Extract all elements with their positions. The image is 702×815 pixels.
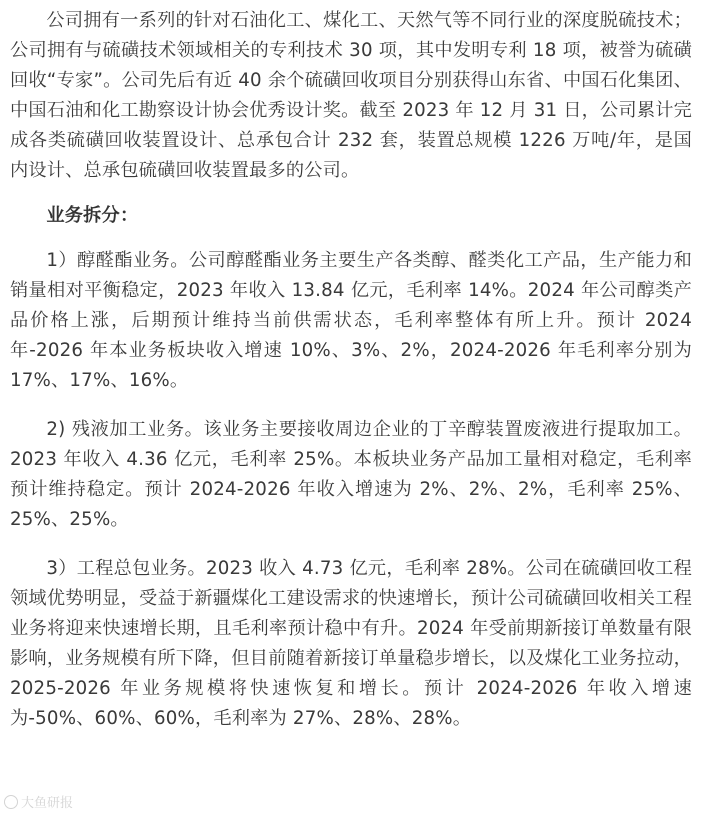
business-item-1: 1）醇醛酯业务。公司醇醛酯业务主要生产各类醇、醛类化工产品，生产能力和销量相对平衡稳定，2023 年收入 13.84 亿元，毛利率 14%。2024 年公司醇类产品价格上涨，后期预计维持当前供需状态，毛利率整体有所上升。预计 2024 年-2026 年本业务板块收入增速 10%、3%、2%，2024-2026 年毛利率分别为 17%、17%、16%。 [10,250,692,391]
spacer [10,231,692,246]
watermark-text: 大鱼研报 [21,796,74,811]
business-item-3: 3）工程总包业务。2023 收入 4.73 亿元，毛利率 28%。公司在硫磺回收工程领域优势明显，受益于新疆煤化工建设需求的快速增长，预计公司硫磺回收相关工程业务将迎来快速增长期，且毛利率预计稳中有升。2024 年受前期新接订单数量有限影响，业务规模有所下降，但目前随着新接订单量稳步增长，以及煤化工业务拉动，2025-2026 年业务规模将快速恢复和增长。预计 2024-2026 年收入增速为-50%、60%、60%，毛利率为 27%、28%、28%。 [10,558,692,729]
section-heading: 业务拆分： [46,205,139,226]
spacer [10,535,692,554]
spacer [10,396,692,415]
business-item-2: 2) 残液加工业务。该业务主要接收周边企业的丁辛醇装置废液进行提取加工。2023 年收入 4.36 亿元，毛利率 25%。本板块业务产品加工量相对稳定，毛利率预计维持稳定。预计 2024-2026 年收入增速为 2%、2%、2%，毛利率 25%、25%、25%。 [10,419,692,530]
intro-paragraph: 公司拥有一系列的针对石油化工、煤化工、天然气等不同行业的深度脱硫技术；公司拥有与硫磺技术领域相关的专利技术 30 项，其中发明专利 18 项，被誉为硫磺回收“专家”。公司先后有近 40 余个硫磺回收项目分别获得山东省、中国石化集团、中国石油和化工勘察设计协会优秀设计奖。截至 2023 年 12 月 31 日，公司累计完成各类硫磺回收装置设计、总承包合计 232 套，装置总规模 1226 万吨/年，是国内设计、总承包硫磺回收装置最多的公司。 [10,10,692,181]
spacer [10,186,692,201]
